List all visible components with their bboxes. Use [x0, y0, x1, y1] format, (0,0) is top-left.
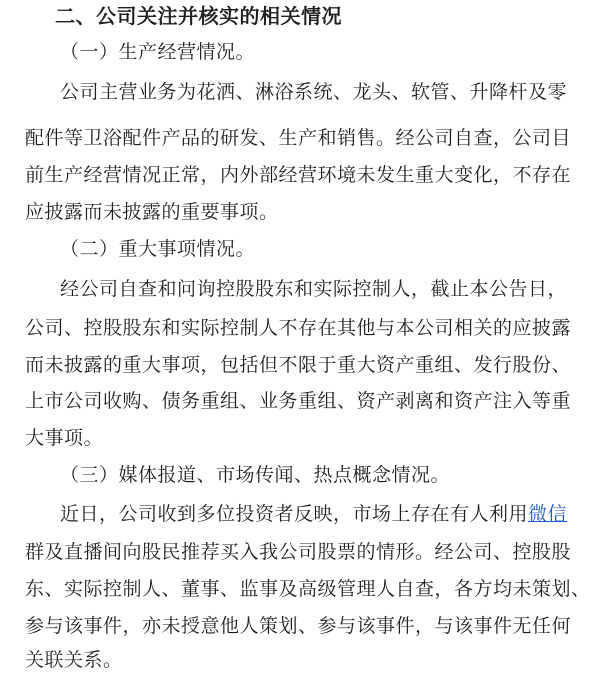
paragraph-line: 经公司自查和问询控股股东和实际控制人，截止本公告日，: [60, 278, 568, 300]
subsection-heading-1: （一）生产经营情况。: [60, 41, 256, 63]
paragraph-line: 公司主营业务为花洒、淋浴系统、龙头、软管、升降杆及零: [60, 81, 568, 103]
paragraph-text: 近日，公司收到多位投资者反映，市场上存在有人利用: [60, 503, 529, 525]
paragraph-line: 公司、控股股东和实际控制人不存在其他与本公司相关的应披露: [25, 317, 572, 339]
paragraph-line: 关联关系。: [25, 649, 123, 671]
paragraph-line: 参与该事件，亦未授意他人策划、参与该事件，与该事件无任何: [25, 615, 572, 637]
subsection-heading-2: （二）重大事项情况。: [60, 238, 256, 260]
subsection-heading-3: （三）媒体报道、市场传闻、热点概念情况。: [60, 464, 451, 486]
paragraph-line: 而未披露的重大事项，包括但不限于重大资产重组、发行股份、: [25, 354, 572, 376]
paragraph-line: 应披露而未披露的重要事项。: [25, 201, 279, 223]
wechat-link[interactable]: 微信: [528, 503, 568, 525]
paragraph-line: 大事项。: [25, 427, 104, 449]
paragraph-line: [60, 500, 567, 528]
section-title: 二、公司关注并核实的相关情况: [55, 4, 342, 28]
paragraph-line: 上市公司收购、债务重组、业务重组、资产剥离和资产注入等重: [25, 390, 572, 412]
paragraph-line: 前生产经营情况正常，内外部经营环境未发生重大变化，不存在: [25, 164, 572, 186]
paragraph-line: 群及直播间向股民推荐买入我公司股票的情形。经公司、控股股: [25, 541, 572, 563]
paragraph-line: 配件等卫浴配件产品的研发、生产和销售。经公司自查，公司目: [25, 127, 572, 149]
paragraph-line: 东、实际控制人、董事、监事及高级管理人自查，各方均未策划、: [25, 578, 591, 600]
